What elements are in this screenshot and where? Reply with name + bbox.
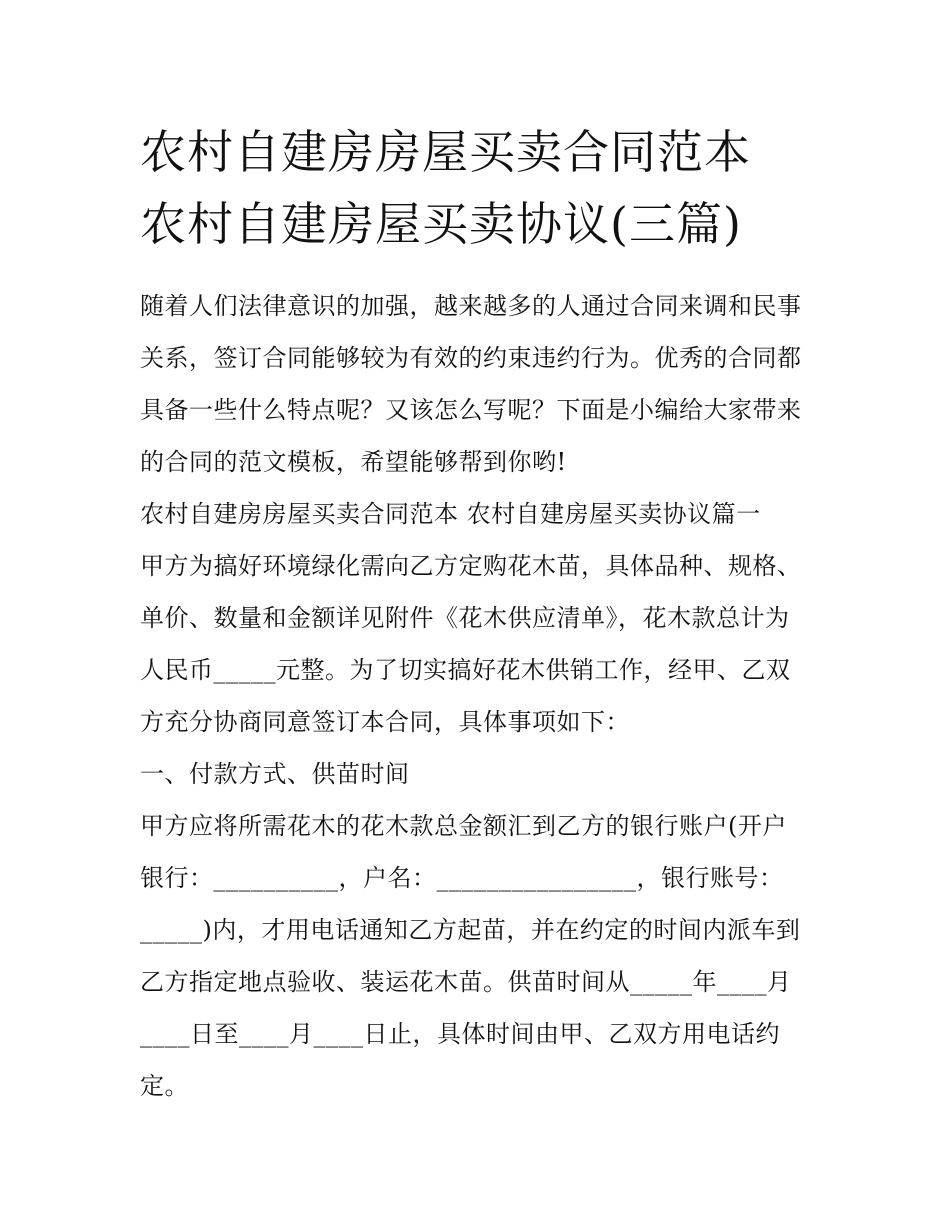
document-body xyxy=(140,280,820,1112)
text-line: ____日至____月____日止，具体时间由甲、乙双方用电话约 xyxy=(140,1020,780,1048)
text-line: 单价、数量和金额详见附件《花木供应清单》，花木款总计为 xyxy=(140,604,790,632)
text-line: 甲方应将所需花木的花木款总金额汇到乙方的银行账户(开户 xyxy=(140,812,787,840)
section-heading xyxy=(140,488,820,540)
contract-paragraph-2 xyxy=(140,800,820,1112)
text-line: 随着人们法律意识的加强，越来越多的人通过合同来调和民事 xyxy=(140,292,802,320)
text-line: 关系，签订合同能够较为有效的约束违约行为。优秀的合同都 xyxy=(140,344,802,372)
text-line: 甲方为搞好环境绿化需向乙方定购花木苗，具体品种、规格、 xyxy=(140,552,802,580)
clause-heading-text: 一、付款方式、供苗时间 xyxy=(140,760,410,788)
text-line: _____)内，才用电话通知乙方起苗，并在约定的时间内派车到 xyxy=(140,916,801,944)
text-line: 具备一些什么特点呢？又该怎么写呢？下面是小编给大家带来 xyxy=(140,396,802,424)
contract-paragraph-1 xyxy=(140,540,820,748)
text-line: 的合同的范文模板，希望能够帮到你哟! xyxy=(140,448,567,476)
title-line: 农村自建房屋买卖协议(三篇) xyxy=(140,197,742,251)
section-heading-text: 农村自建房房屋买卖合同范本 农村自建房屋买卖协议篇一 xyxy=(140,500,761,528)
clause-heading xyxy=(140,748,820,800)
text-line: 人民币_____元整。为了切实搞好花木供销工作，经甲、乙双 xyxy=(140,656,791,684)
text-line: 银行：__________，户名：________________，银行账号： xyxy=(140,864,784,892)
document-title xyxy=(140,116,840,260)
intro-paragraph xyxy=(140,280,820,488)
text-line: 定。 xyxy=(140,1072,189,1100)
text-line: 乙方指定地点验收、装运花木苗。供苗时间从_____年____月 xyxy=(140,968,792,996)
title-line: 农村自建房房屋买卖合同范本 xyxy=(140,125,751,179)
text-line: 方充分协商同意签订本合同，具体事项如下： xyxy=(140,708,630,736)
